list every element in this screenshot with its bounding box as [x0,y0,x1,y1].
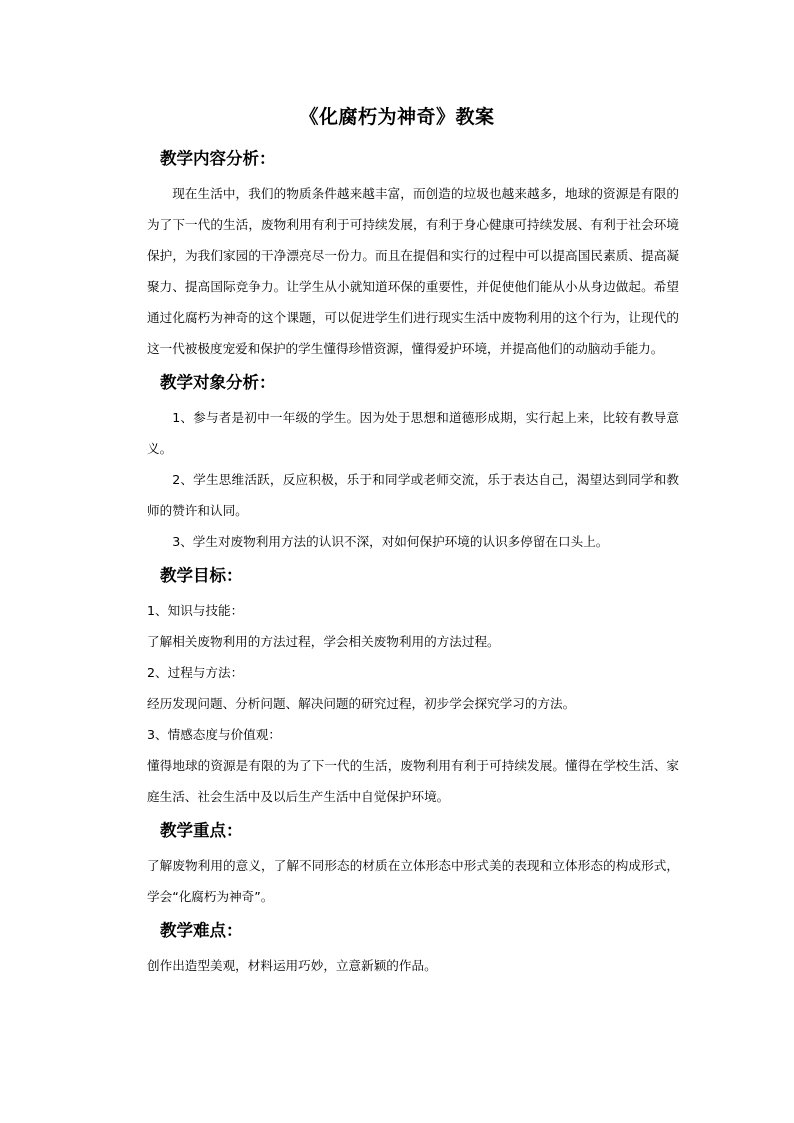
section-key-points [147,818,679,912]
paragraph: 2、过程与方法： [147,665,244,680]
section-heading: 教学目标： [160,566,243,585]
paragraph: 2、学生思维活跃，反应积极，乐于和同学或老师交流，乐于表达自己，渴望达到同学和教师的赞许和认同。 [147,472,679,518]
paragraph: 1、知识与技能： [147,603,244,618]
paragraph: 3、情感态度与价值观： [147,727,281,742]
section-difficulties [147,918,679,981]
section-heading: 教学难点： [160,921,243,940]
paragraph: 3、学生对废物利用方法的认识不深，对如何保护环境的认识多停留在口头上。 [172,534,609,549]
paragraph: 懂得地球的资源是有限的为了下一代的生活，废物利用有利于可持续发展。懂得在学校生活、家庭生活、社会生活中及以后生产生活中自觉保护环境。 [147,758,679,804]
document-body [147,146,679,981]
paragraph: 创作出造型美观，材料运用巧妙，立意新颖的作品。 [147,958,437,973]
section-content-analysis [147,146,679,364]
paragraph: 经历发现问题、分析问题、解决问题的研究过程，初步学会探究学习的方法。 [147,696,576,711]
section-heading: 教学内容分析： [160,149,276,168]
section-audience-analysis [147,370,679,557]
paragraph: 了解废物利用的意义，了解不同形态的材质在立体形态中形式美的表现和立体形态的构成形式，学会“化腐朽为神奇”。 [147,858,679,904]
document-title: 《化腐朽为神奇》教案 [299,106,495,128]
section-teaching-goals [147,563,679,812]
section-heading: 教学重点： [160,821,243,840]
paragraph: 1、参与者是初中一年级的学生。因为处于思想和道德形成期，实行起上来，比较有教导意义。 [147,410,679,456]
section-heading: 教学对象分析： [160,373,276,392]
paragraph: 现在生活中，我们的物质条件越来越丰富，而创造的垃圾也越来越多，地球的资源是有限的为了下一代的生活，废物利用有利于可持续发展，有利于身心健康可持续发展、有利于社会环境保护，为我们家园的干净漂亮尽一份力。而且在提倡和实行的过程中可以提高国民素质、提高凝聚力、提高国际竞争力。让学生从小就知道环保的重要性，并促使他们能从小从身边做起。希望通过化腐朽为神奇的这个课题，可以促进学生们进行现实生活中废物利用的这个行为，让现代的这一代被极度宠爱和保护的学生懂得珍惜资源，懂得爱护环境，并提高他们的动脑动手能力。 [147,186,679,356]
paragraph: 了解相关废物利用的方法过程，学会相关废物利用的方法过程。 [147,634,500,649]
